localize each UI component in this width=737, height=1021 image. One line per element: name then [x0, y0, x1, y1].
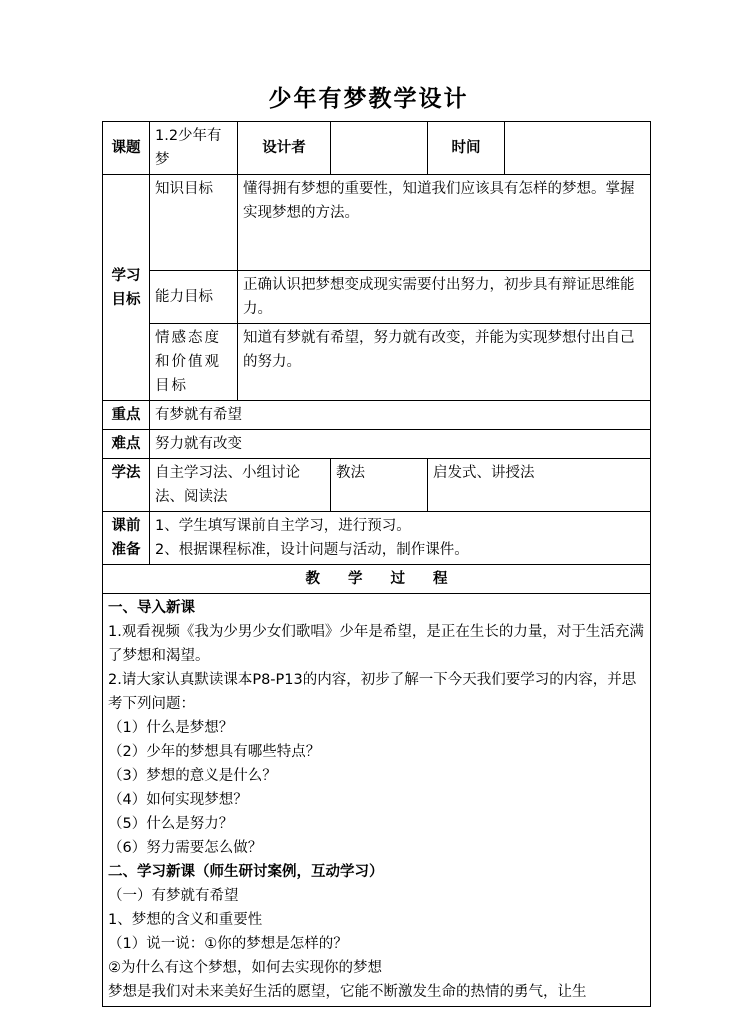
study-method-label: 学法 [103, 459, 150, 512]
prep-row [103, 512, 651, 565]
process-line: 一、导入新课 [108, 600, 195, 616]
designer-value [331, 122, 428, 175]
prep-item: 1、学生填写课前自主学习，进行预习。 [155, 518, 411, 534]
process-line: ②为什么有这个梦想，如何去实现你的梦想 [108, 960, 382, 976]
goal-name: 能力目标 [150, 271, 238, 324]
process-line: （1）什么是梦想？ [108, 720, 234, 736]
goal-row-knowledge [103, 175, 651, 271]
process-line: 二、学习新课（师生研讨案例，互动学习） [108, 864, 384, 880]
difficulty-label: 难点 [103, 430, 150, 459]
prep-item: 2、根据课程标准，设计问题与活动，制作课件。 [155, 542, 469, 558]
header-row [103, 122, 651, 175]
goal-name: 情感态度和价值观目标 [150, 324, 238, 401]
process-line: （一）有梦就有希望 [108, 888, 239, 904]
process-content [103, 594, 651, 1007]
process-line: 梦想是我们对未来美好生活的愿望，它能不断激发生命的热情的勇气，让生 [108, 984, 587, 1000]
prep-content [150, 512, 651, 565]
document-title: 少年有梦教学设计 [268, 86, 469, 112]
goal-text: 知道有梦就有希望，努力就有改变，并能为实现梦想付出自己的努力。 [238, 324, 651, 401]
topic-value: 1.2少年有梦 [150, 122, 238, 175]
teach-method-value: 启发式、讲授法 [428, 459, 651, 512]
goal-text: 懂得拥有梦想的重要性，知道我们应该具有怎样的梦想。掌握实现梦想的方法。 [238, 175, 651, 271]
goals-label: 学习目标 [103, 175, 150, 401]
study-method-value: 自主学习法、小组讨论法、阅读法 [150, 459, 331, 512]
process-line: 1、梦想的含义和重要性 [108, 912, 263, 928]
time-label: 时间 [428, 122, 505, 175]
difficulty-row [103, 430, 651, 459]
difficulty-value: 努力就有改变 [150, 430, 651, 459]
goal-text: 正确认识把梦想变成现实需要付出努力，初步具有辩证思维能力。 [238, 271, 651, 324]
key-point-row [103, 401, 651, 430]
process-title: 教学过程 [103, 565, 651, 594]
prep-label: 课前准备 [103, 512, 150, 565]
process-line: （5）什么是努力？ [108, 816, 234, 832]
time-value [505, 122, 651, 175]
goal-row-ability [103, 271, 651, 324]
goal-name: 知识目标 [150, 175, 238, 271]
process-content-row [103, 594, 651, 1007]
process-line: （1）说一说：①你的梦想是怎样的？ [108, 936, 348, 952]
lesson-plan-table [102, 121, 651, 1007]
process-line: （2）少年的梦想具有哪些特点？ [108, 744, 321, 760]
key-point-value: 有梦就有希望 [150, 401, 651, 430]
process-line: （3）梦想的意义是什么？ [108, 768, 277, 784]
designer-label: 设计者 [238, 122, 331, 175]
process-title-row [103, 565, 651, 594]
process-line: （6）努力需要怎么做？ [108, 840, 263, 856]
topic-label: 课题 [103, 122, 150, 175]
key-point-label: 重点 [103, 401, 150, 430]
process-line: 2.请大家认真默读课本P8-P13的内容，初步了解一下今天我们要学习的内容，并思考下列问题： [108, 672, 637, 712]
process-line: （4）如何实现梦想？ [108, 792, 248, 808]
methods-row [103, 459, 651, 512]
process-line: 1.观看视频《我为少男少女们歌唱》少年是希望，是正在生长的力量，对于生活充满了梦想和渴望。 [108, 624, 644, 664]
teach-method-label: 教法 [331, 459, 428, 512]
goal-row-attitude [103, 324, 651, 401]
